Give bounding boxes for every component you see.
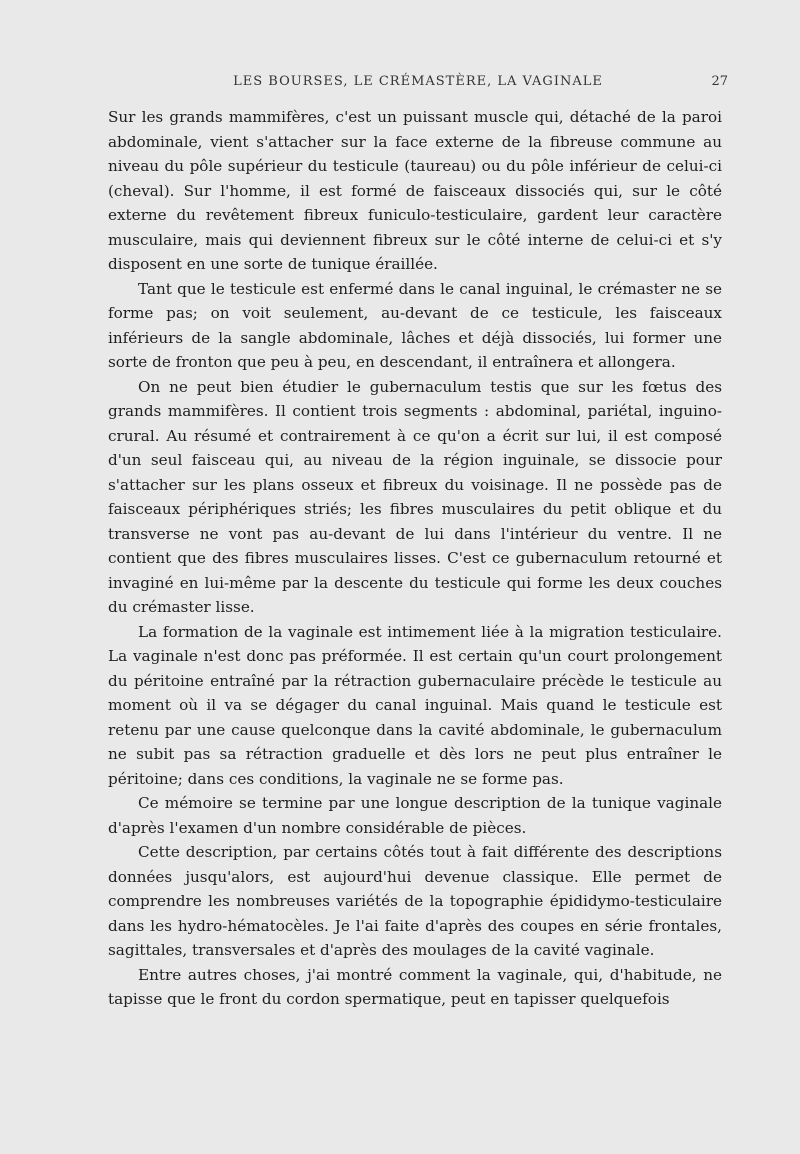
paragraph-gubernaculum: On ne peut bien étudier le gubernaculum testis que sur les fœtus des grands mammifères. Il contient trois segments : abdominal, pariétal, inguino-crural. Au résumé et contrairement à ce qu'on a écrit sur lui, il est composé d'un seul faisceau qui, au niveau de la région inguinale, se dissocie pour s'attacher sur les plans osseux et fibreux du voisinage. Il ne possède pas de faisceaux périphériques striés; les fibres musculaires du petit oblique et du transverse ne vont pas au-devant de lui dans l'intérieur du ventre. Il ne contient que des fibres musculaires lisses. C'est ce gubernaculum retourné et invaginé en lui-même par la descente du testicule qui forme les deux couches du crémaster lisse.: [108, 377, 722, 616]
page-number: 27: [711, 74, 728, 89]
paragraph-canal-inguinal: Tant que le testicule est enfermé dans le canal inguinal, le crémaster ne se forme pas; on voit seulement, au-devant de ce testicule, les faisceaux inférieurs de la sangle abdominale, lâches et déjà dissociés, lui former une sorte de fronton que peu à peu, en descendant, il entraînera et allongera.: [108, 279, 722, 371]
running-title: LES BOURSES, LE CRÉMASTÈRE, LA VAGINALE: [233, 74, 603, 89]
running-head: [108, 74, 728, 94]
paragraph-entre-autres: Entre autres choses, j'ai montré comment la vaginale, qui, d'habitude, ne tapisse que le front du cordon spermatique, peut en tapisser quelquefois: [108, 965, 722, 1008]
body-text: [108, 105, 722, 1012]
paragraph-formation-vaginale: La formation de la vaginale est intimement liée à la migration testiculaire. La vaginale n'est donc pas préformée. Il est certain qu'un court prolongement du péritoine entraîné par la rétraction gubernaculaire précède le testicule au moment où il va se dégager du canal inguinal. Mais quand le testicule est retenu par une cause quelconque dans la cavité abdominale, le gubernaculum ne subit pas sa rétraction graduelle et dès lors ne peut plus entraîner le péritoine; dans ces conditions, la vaginale ne se forme pas.: [108, 622, 722, 788]
paragraph-memoire-conclusion: Ce mémoire se termine par une longue description de la tunique vaginale d'après l'examen d'un nombre considérable de pièces.: [108, 794, 722, 837]
paragraph-crémaster-description: Sur les grands mammifères, c'est un puissant muscle qui, détaché de la paroi abdominale, vient s'attacher sur la face externe de la fibreuse commune au niveau du pôle supérieur du testicule (taureau) ou du pôle inférieur de celui-ci (cheval). Sur l'homme, il est formé de faisceaux dissociés qui, sur le côté externe du revêtement fibreux funiculo-testiculaire, gardent leur caractère musculaire, mais qui deviennent fibreux sur le côté interne de celui-ci et s'y disposent en une sorte de tunique éraillée.: [108, 108, 722, 273]
paragraph-description-classique: Cette description, par certains côtés tout à fait différente des descriptions données jusqu'alors, est aujourd'hui devenue classique. Elle permet de comprendre les nombreuses variétés de la topographie épididymo-testiculaire dans les hydro-hématocèles. Je l'ai faite d'après des coupes en série frontales, sagittales, transversales et d'après des moulages de la cavité vaginale.: [108, 843, 722, 959]
